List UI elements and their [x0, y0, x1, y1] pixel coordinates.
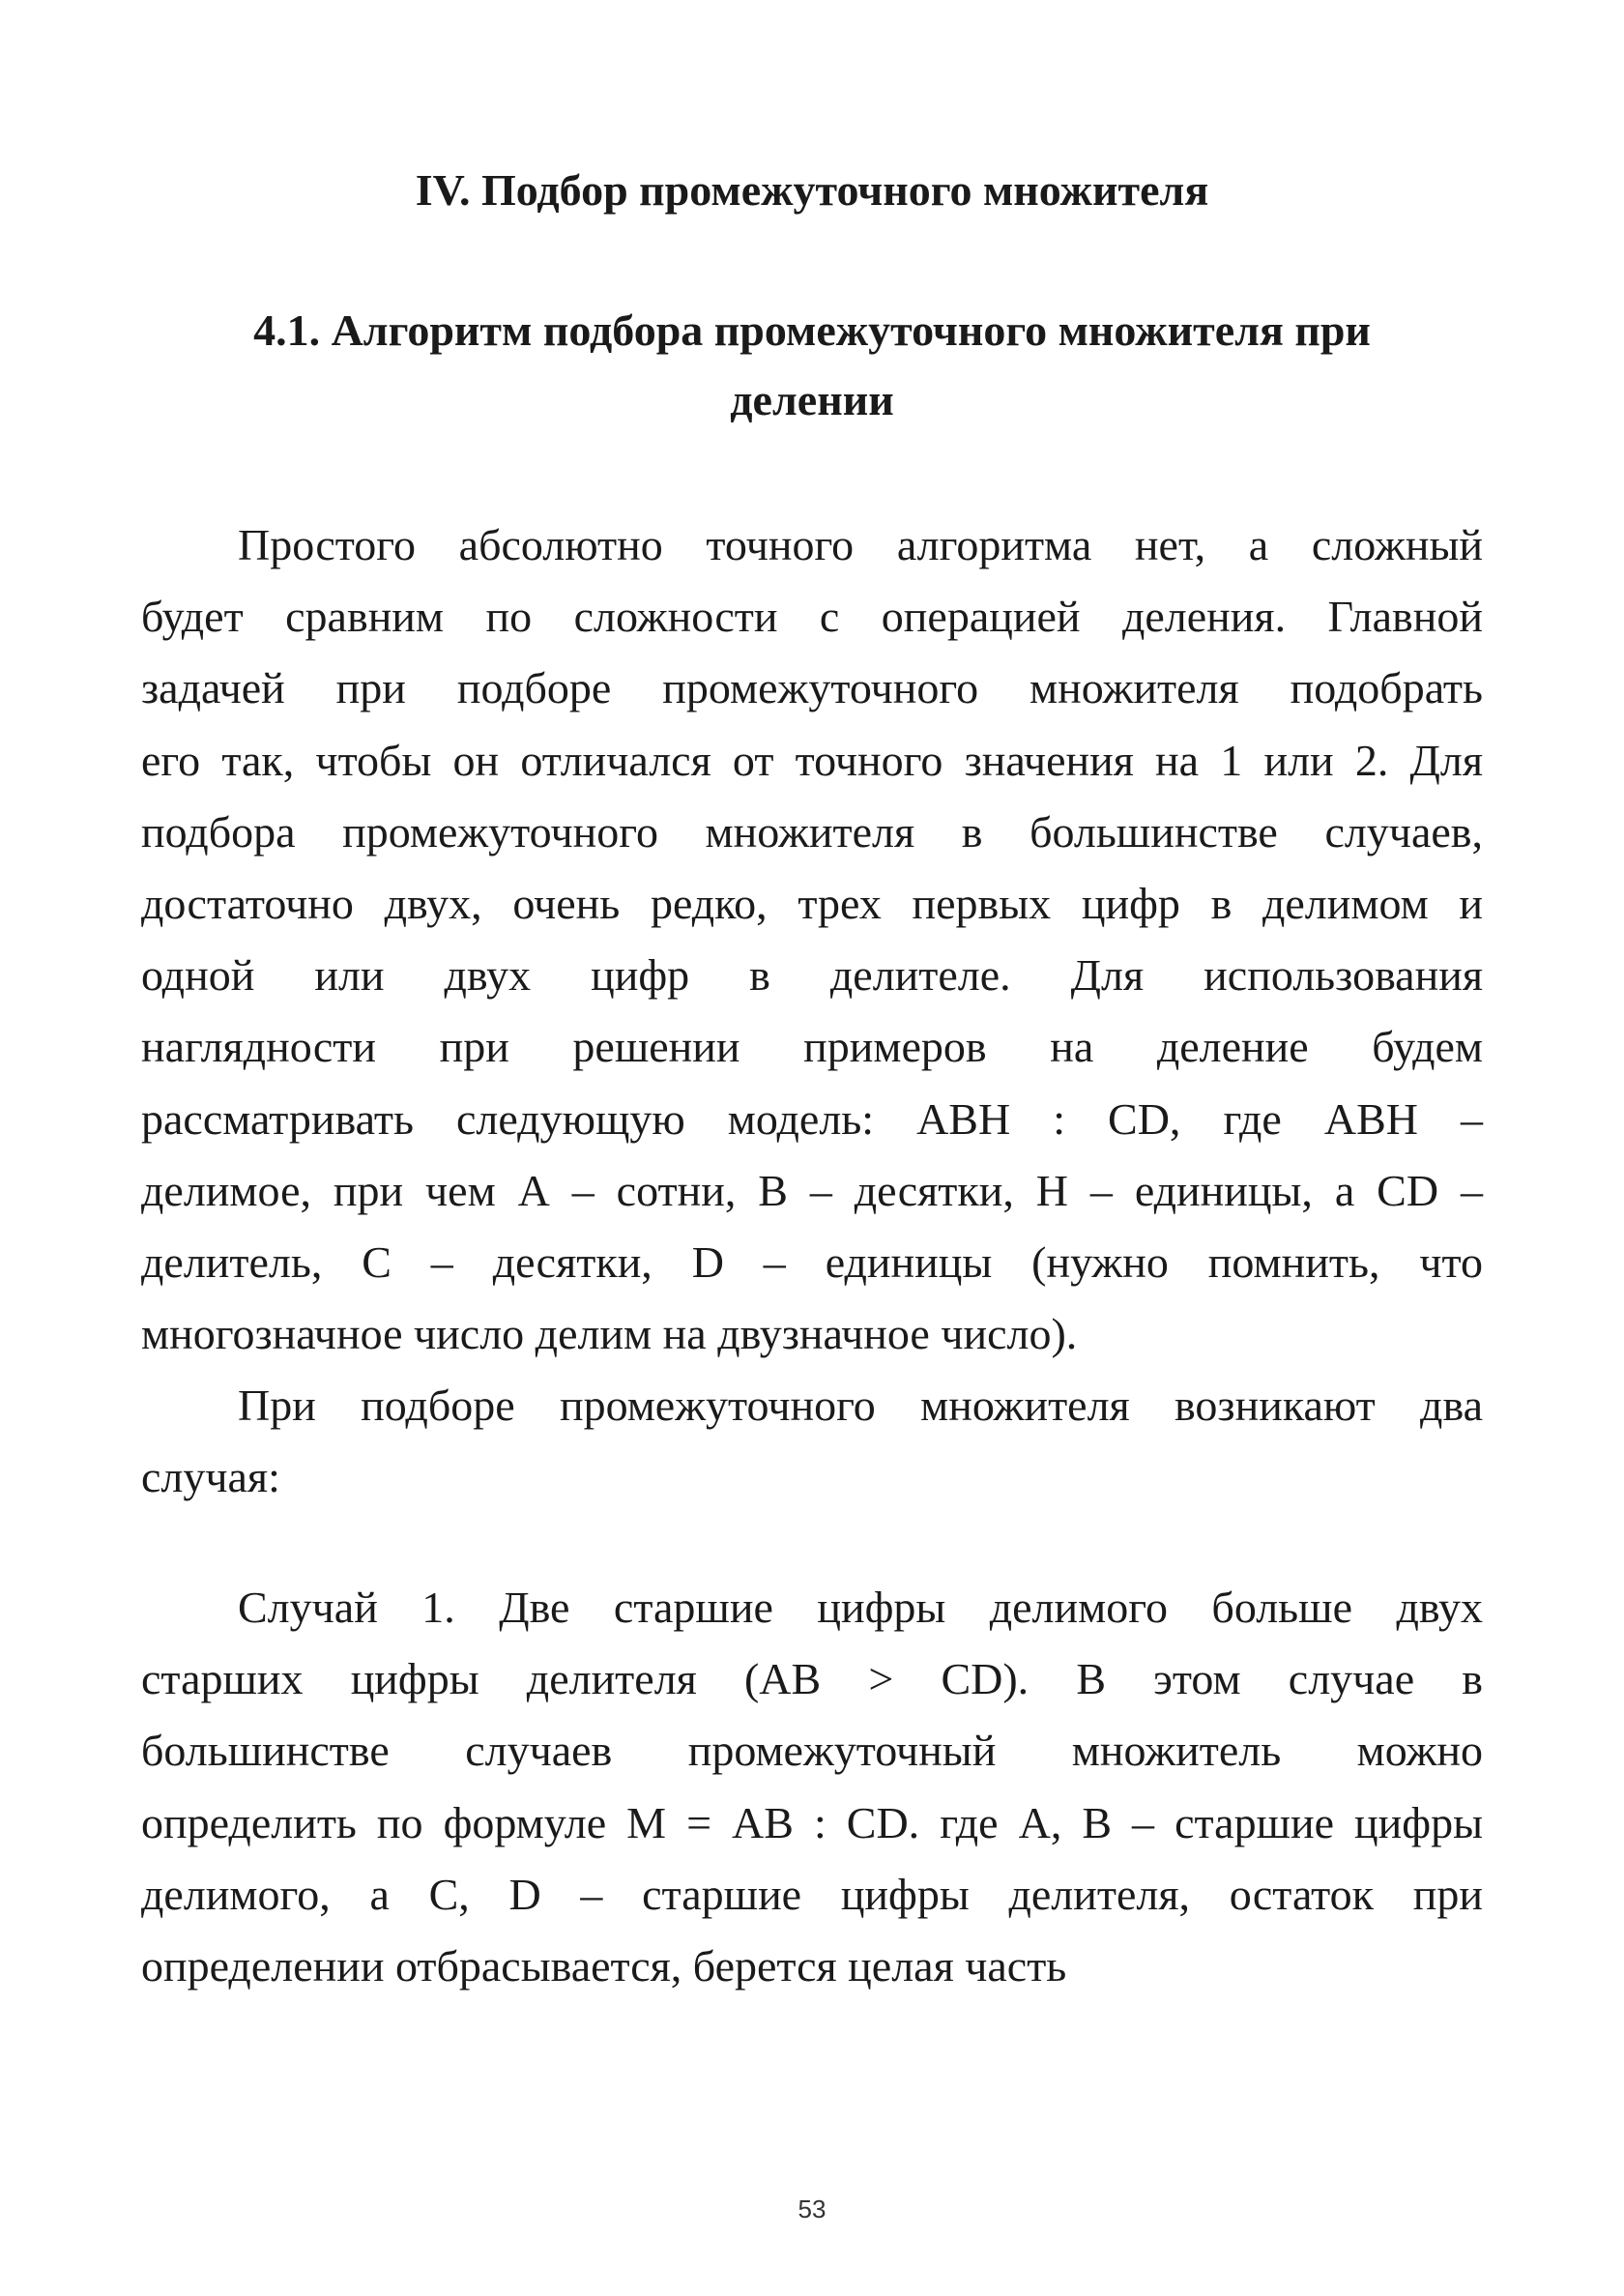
- paragraph-line: определить по формуле М = АВ : CD. где А, В – старшие цифры: [141, 1797, 1483, 1847]
- paragraph-line: делимое, при чем А – сотни, В – десятки, Н – единицы, а CD –: [141, 1165, 1483, 1215]
- chapter-title: IV. Подбор промежуточного множителя: [415, 165, 1209, 215]
- paragraph-line: одной или двух цифр в делителе. Для использования: [141, 950, 1483, 1001]
- paragraph-line: подбора промежуточного множителя в большинстве случаев,: [141, 806, 1483, 857]
- paragraph-line: Случай 1. Две старшие цифры делимого больше двух: [238, 1583, 1483, 1632]
- paragraph-line: Простого абсолютно точного алгоритма нет, а сложный: [238, 520, 1483, 569]
- paragraph-line: случая:: [141, 1452, 280, 1502]
- paragraph-line: делитель, С – десятки, D – единицы (нужно помнить, что: [141, 1236, 1483, 1287]
- paragraph-algorithm: [141, 509, 1483, 1514]
- paragraph-line: будет сравним по сложности с операцией деления. Главной: [141, 592, 1483, 642]
- paragraph-line: определении отбрасывается, берется целая часть: [141, 1940, 1067, 1991]
- paragraph-line: При подборе промежуточного множителя возникают два: [238, 1381, 1483, 1431]
- paragraph-line: многозначное число делим на двузначное число).: [141, 1309, 1078, 1359]
- paragraph-line: достаточно двух, очень редко, трех первых цифр в делимом и: [141, 878, 1483, 928]
- paragraph-line: наглядности при решении примеров на деление будем: [141, 1022, 1483, 1072]
- paragraph-line: большинстве случаев промежуточный множитель можно: [141, 1726, 1483, 1776]
- section-title-line-1: 4.1. Алгоритм подбора промежуточного множителя при: [253, 305, 1371, 355]
- section-title-line-2: делении: [730, 375, 894, 424]
- page-number: 53: [798, 2194, 826, 2223]
- paragraph-line: делимого, а С, D – старшие цифры делителя, остаток при: [141, 1869, 1483, 1919]
- paragraph-line: его так, чтобы он отличался от точного значения на 1 или 2. Для: [141, 735, 1483, 785]
- section-title: [141, 296, 1483, 435]
- paragraph-case-1: [141, 1572, 1483, 2002]
- paragraph-line: старших цифры делителя (АВ > CD). В этом случае в: [141, 1654, 1483, 1704]
- paragraph-line: рассматривать следующую модель: АВН : CD, где АВН –: [141, 1093, 1483, 1144]
- paragraph-line: задачей при подборе промежуточного множителя подобрать: [141, 663, 1483, 713]
